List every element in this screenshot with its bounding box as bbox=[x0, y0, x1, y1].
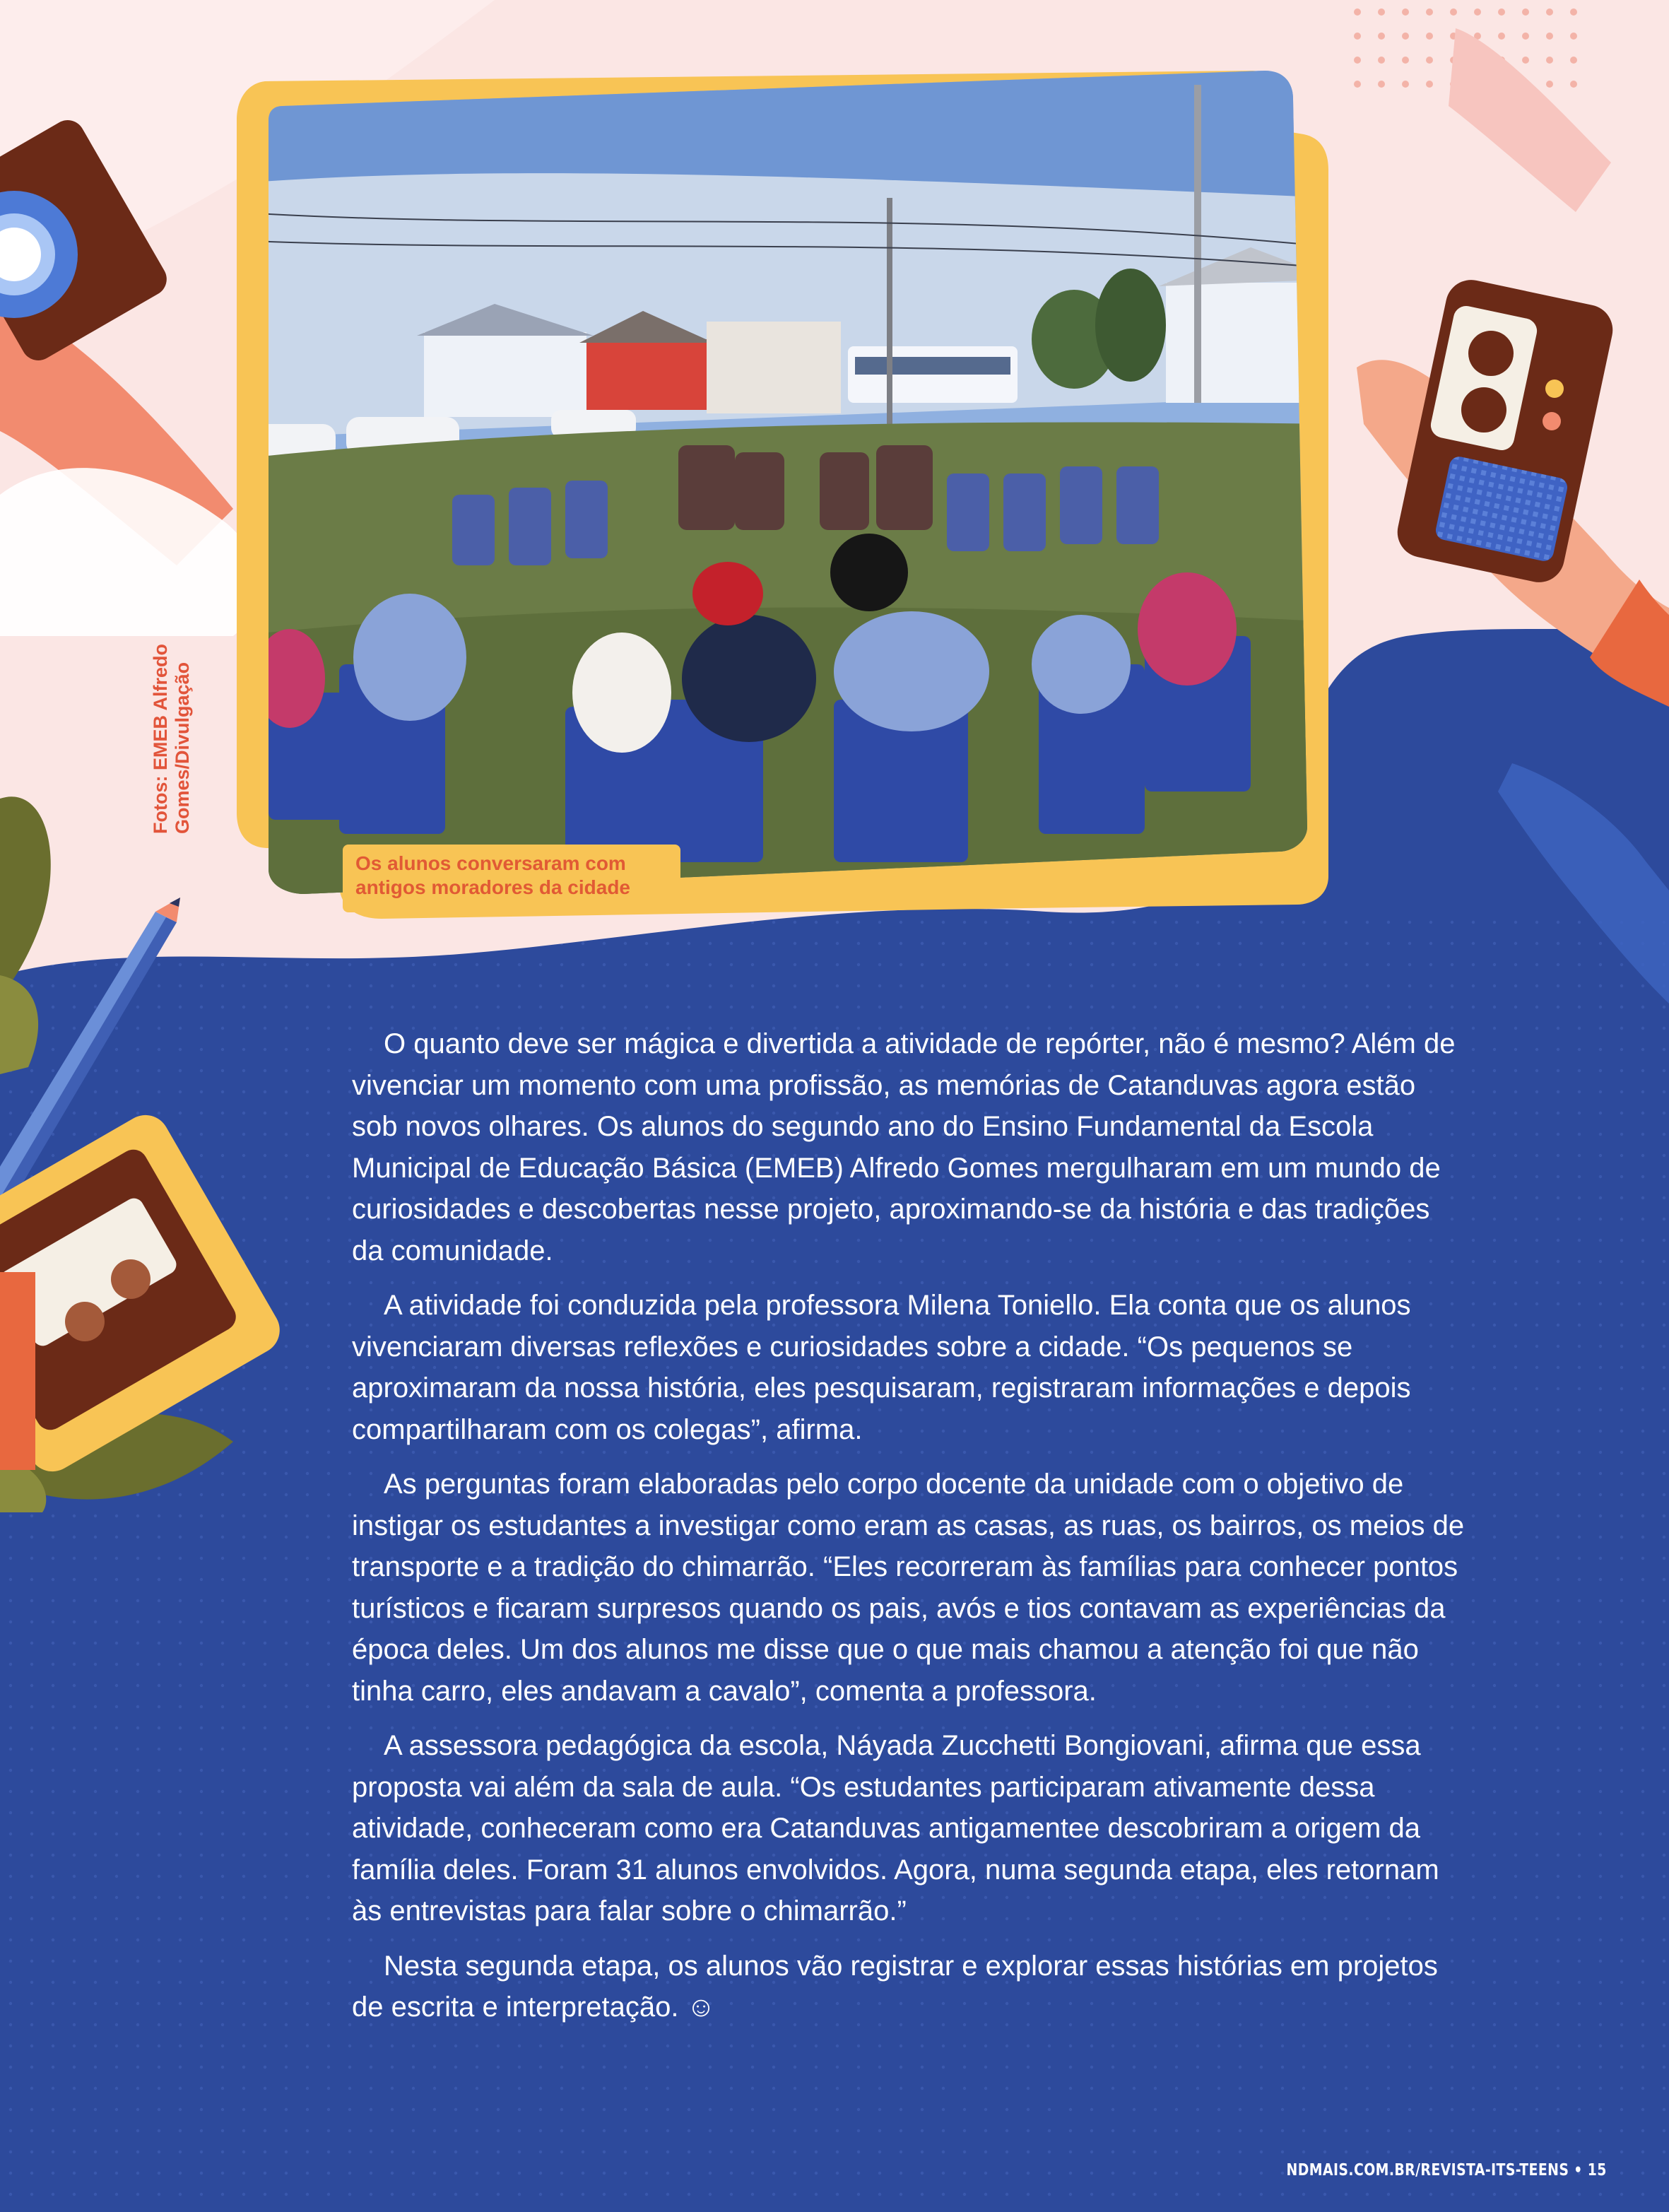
photo-credit bbox=[150, 396, 193, 834]
article-paragraph: A assessora pedagógica da escola, Náyada Zucchetti Bongiovani, afirma que essa proposta vai além da sala de aula. “Os estudantes participaram ativamente dessa atividade, conheceram como era Catanduvas antigamentee descobriram a origem da família deles. Foram 31 alunos envolvidos. Agora, numa segunda etapa, eles retornam às entrevistas para falar sobre o chimarrão.” bbox=[352, 1730, 1439, 1926]
article-paragraph: O quanto deve ser mágica e divertida a atividade de repórter, não é mesmo? Além de vivenciar um momento com uma profissão, as memórias de Catanduvas agora estão sob novos olhares. Os alunos do segundo ano do Ensino Fundamental da Escola Municipal de Educação Básica (EMEB) Alfredo Gomes mergulharam em um mundo de curiosidades e descobertas nesse projeto, aproximando-se da história e das tradições da comunidade. bbox=[352, 1028, 1456, 1266]
article-paragraph: Nesta segunda etapa, os alunos vão registrar e explorar essas histórias em projetos de escrita e interpretação. ☺ bbox=[352, 1950, 1438, 2023]
photo-frame bbox=[233, 64, 1335, 926]
photo-image bbox=[233, 64, 1335, 926]
article-body bbox=[352, 1023, 1468, 2042]
article-paragraph: A atividade foi conduzida pela professora Milena Toniello. Ela conta que os alunos vivenciaram diversas reflexões e curiosidades sobre a cidade. “Os pequenos se aproximaram da nossa história, eles pesquisaram, registraram informações e depois compartilharam com os colegas”, afirma. bbox=[352, 1290, 1411, 1445]
photo-caption: Os alunos conversaram com antigos moradores da cidade bbox=[343, 845, 680, 912]
photo-credit-text: Fotos: EMEB Alfredo Gomes/Divulgação bbox=[150, 644, 193, 834]
article-paragraph: As perguntas foram elaboradas pelo corpo docente da unidade com o objetivo de instigar os estudantes a investigar como eram as casas, as ruas, os bairros, os meios de transporte e a tradição do chimarrão. “Eles recorreram às famílias para conhecer pontos turísticos e ficaram surpresos quando os pais, avós e tios contavam as experiências da época deles. Um dos alunos me disse que o que mais chamou a atenção foi que não tinha carro, eles andavam a cavalo”, comenta a professora. bbox=[352, 1469, 1465, 1707]
page-footer: NDMAIS.COM.BR/REVISTA-ITS-TEENS • 15 bbox=[1286, 2161, 1607, 2179]
